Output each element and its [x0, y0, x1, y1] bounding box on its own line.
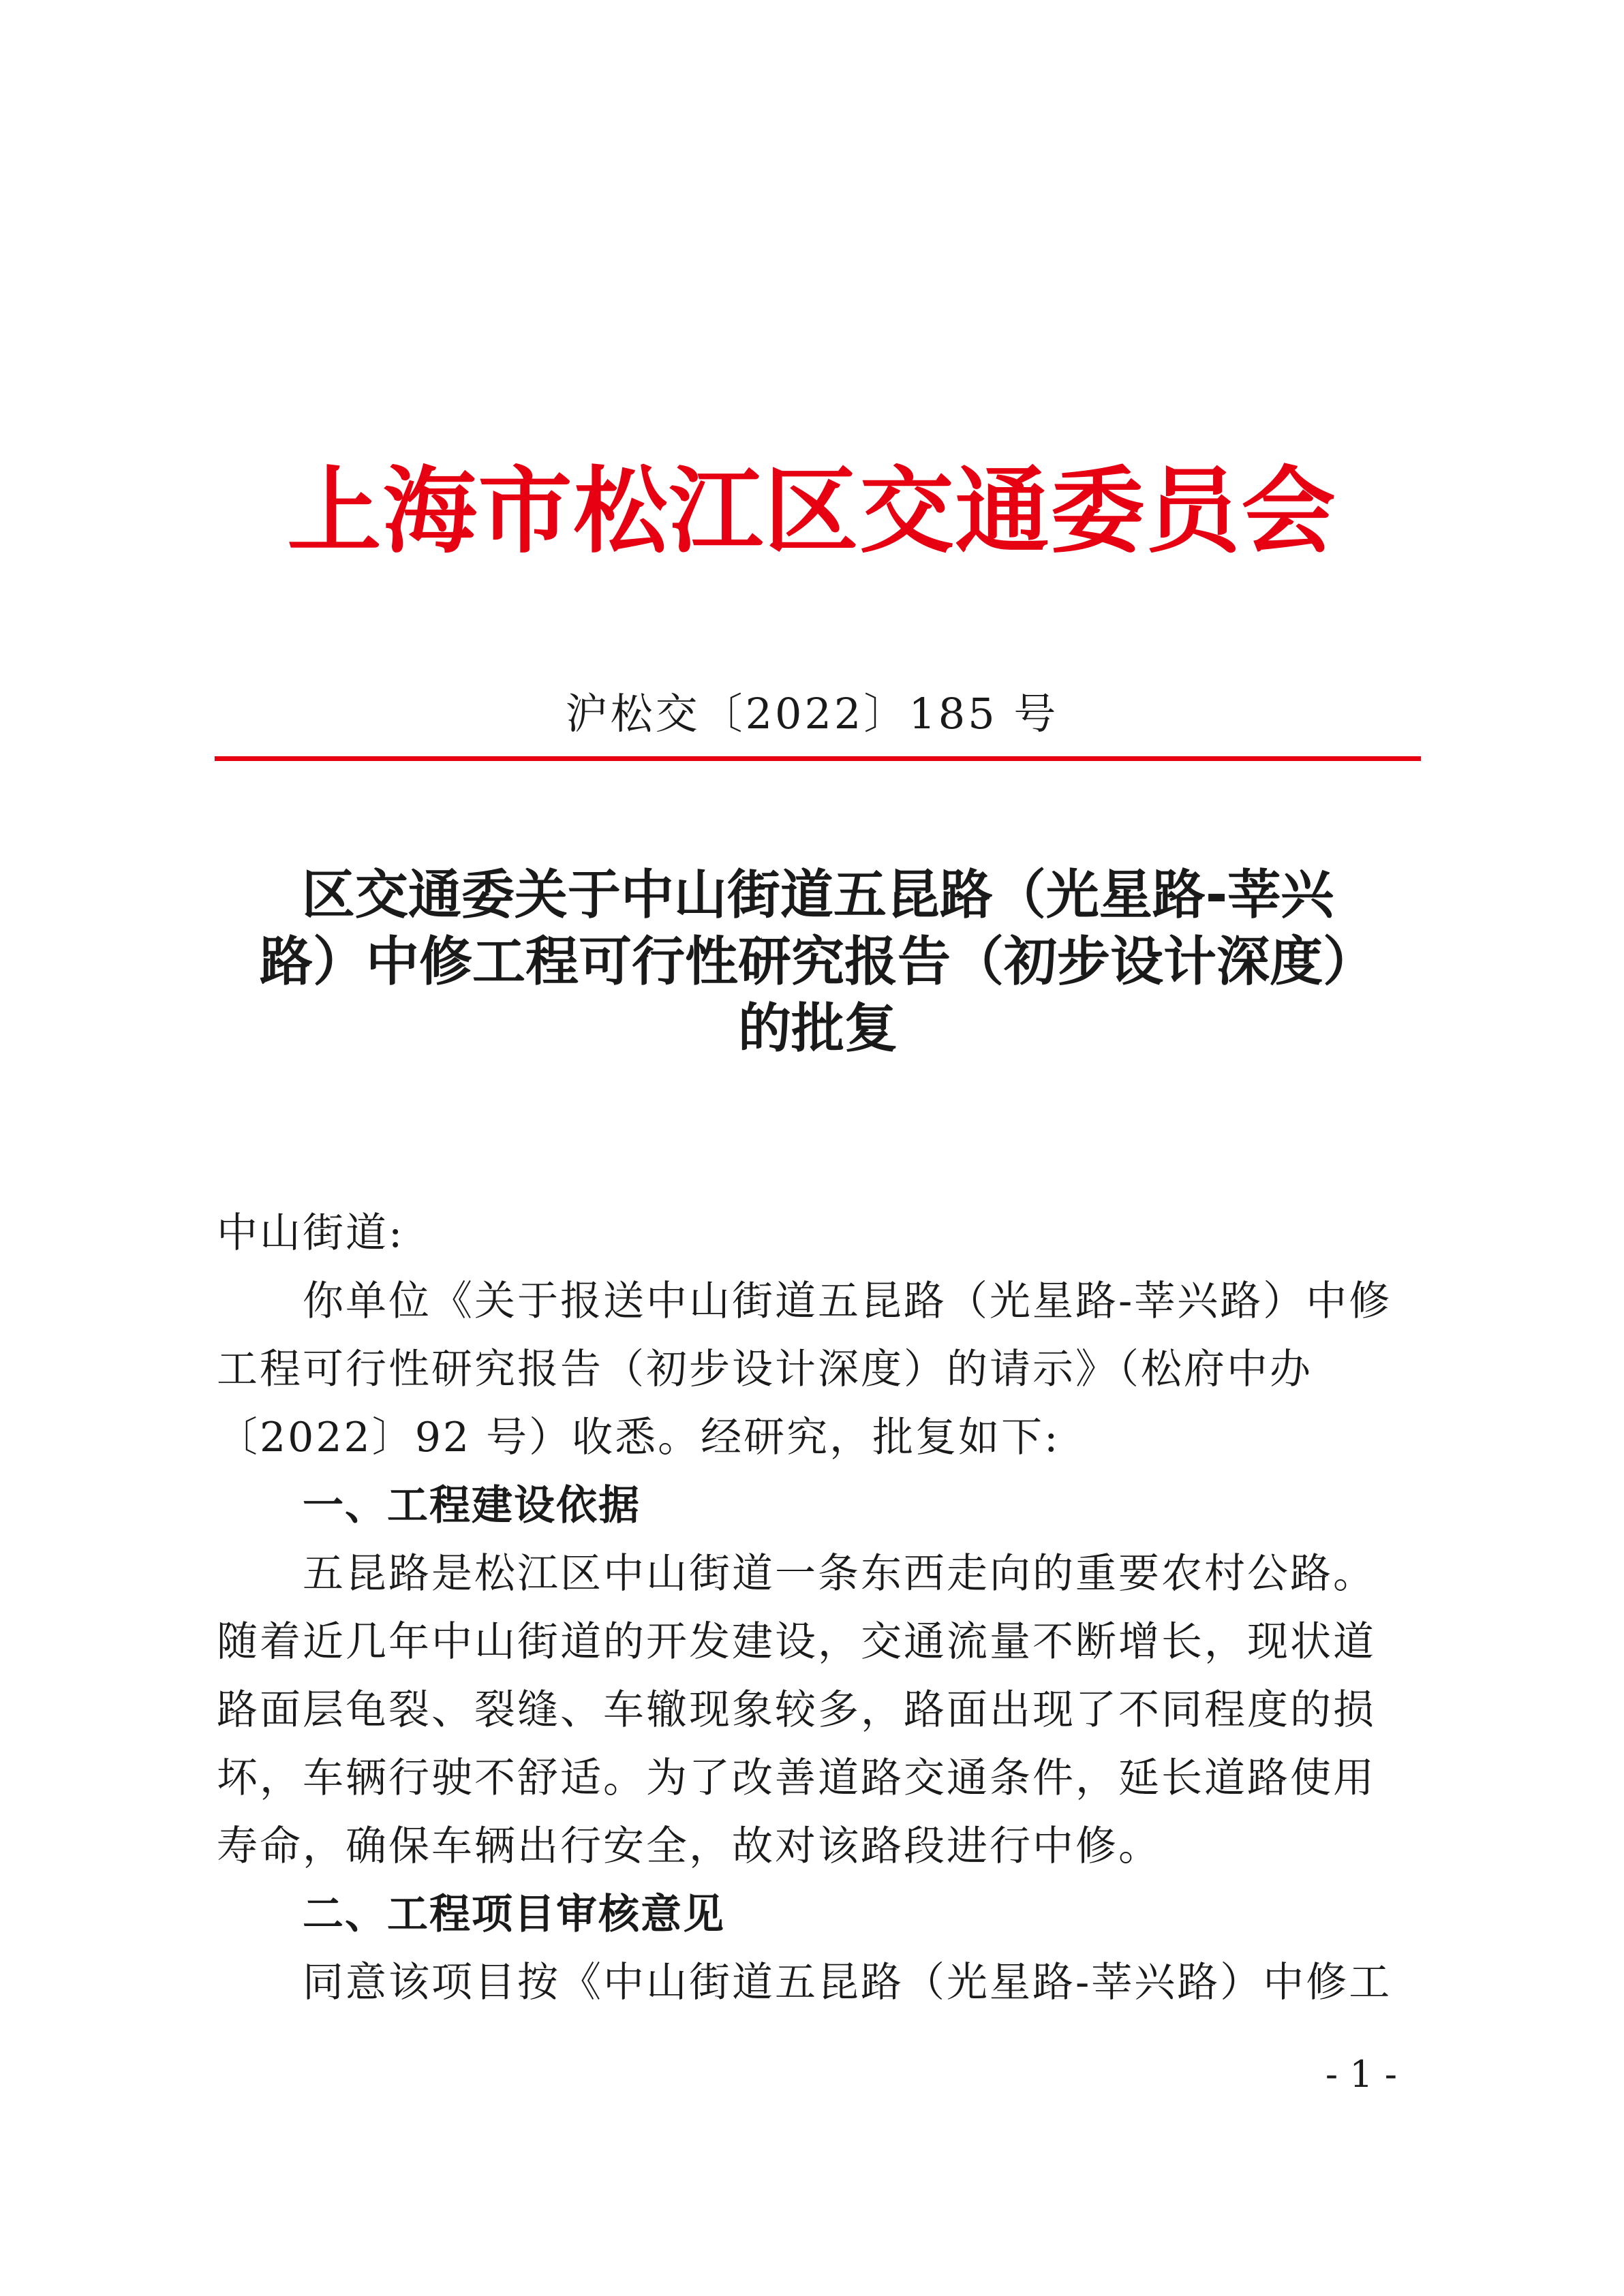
issuer-masthead: 上海市松江区交通委员会	[287, 455, 1337, 566]
title-line: 路）中修工程可行性研究报告（初步设计深度）	[259, 931, 1376, 993]
body-line: 你单位《关于报送中山街道五昆路（光星路-莘兴路）中修	[303, 1277, 1392, 1325]
addressee: 中山街道:	[217, 1209, 405, 1257]
title-line: 的批复	[737, 998, 898, 1059]
section-heading: 二、工程项目审核意见	[303, 1891, 725, 1938]
body-line: 五昆路是松江区中山街道一条东西走向的重要农村公路。	[303, 1550, 1376, 1598]
title-line: 区交通委关于中山街道五昆路（光星路-莘兴	[301, 865, 1334, 926]
section-heading: 一、工程建设依据	[303, 1482, 641, 1530]
body-line: 路面层龟裂、裂缝、车辙现象较多，路面出现了不同程度的损	[217, 1686, 1376, 1734]
page-number: - 1 -	[1325, 2053, 1397, 2096]
body-line: 随着近几年中山街道的开发建设，交通流量不断增长，现状道	[217, 1618, 1376, 1666]
red-separator-line	[215, 756, 1421, 761]
document-title	[204, 862, 1431, 1062]
document-number: 沪松交〔2022〕185 号	[565, 689, 1059, 739]
body-line: 工程可行性研究报告（初步设计深度）的请示》（松府中办	[217, 1346, 1313, 1393]
body-line: 坏，车辆行驶不舒适。为了改善道路交通条件，延长道路使用	[217, 1754, 1376, 1802]
document-body	[217, 1199, 1423, 2017]
body-line: 寿命，确保车辆出行安全，故对该路段进行中修。	[217, 1822, 1161, 1870]
body-line: 同意该项目按《中山街道五昆路（光星路-莘兴路）中修工	[303, 1959, 1392, 2006]
body-line: 〔2022〕92 号）收悉。经研究，批复如下:	[217, 1414, 1060, 1461]
